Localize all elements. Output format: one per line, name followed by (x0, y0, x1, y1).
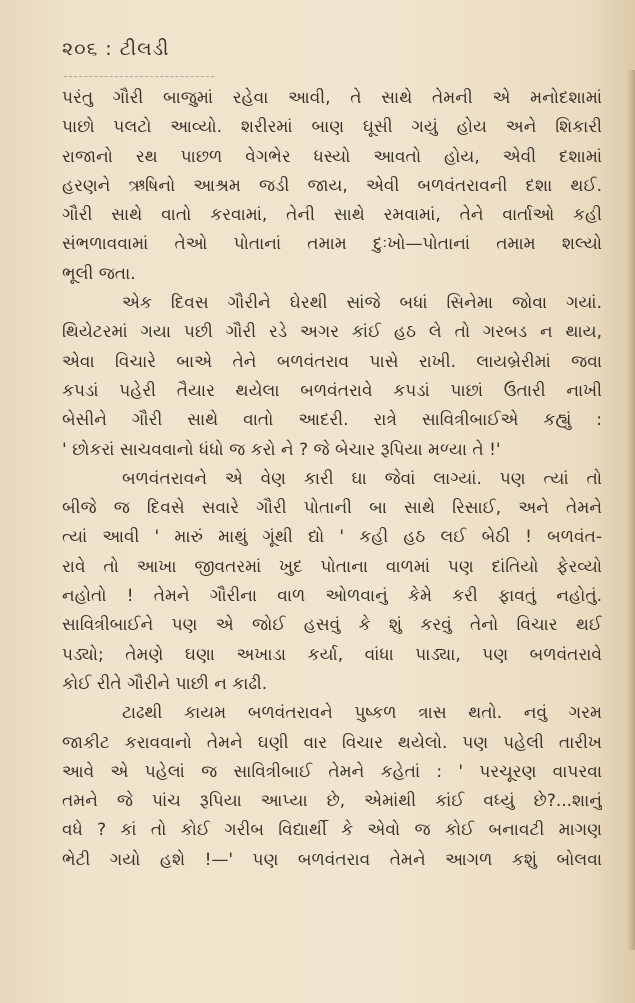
text-line: સંભળાવવામાં તેઓ પોતાનાં તમામ દુઃખો—પોતાનાં તમામ શલ્યો (62, 234, 602, 255)
text-line: ' છોકરાં સાચવવાનો ધંધો જ કરો ને ? જે બેચાર રૂપિયા મળ્યા તે !' (62, 439, 501, 460)
text-line: રાજાનો રથ પાછળ વેગભેર ધસ્યો આવતો હોય, એવી દશામાં (62, 146, 602, 167)
header-underline (64, 70, 214, 77)
text-line: ટાઢથી કાયમ બળવંતરાવને પુષ્કળ ત્રાસ થતો. નવું ગરમ (122, 703, 602, 724)
text-line: રાવે તો આખા જીવતરમાં ખુદ પોતાના વાળમાં પણ દાંતિયો ફેરવ્યો (62, 556, 602, 577)
page-number: ૨૦૬ (62, 38, 99, 60)
text-line: પડ્યો; તેમણે ઘણા અખાડા કર્યા, વાંધા પાડ્યા, પણ બળવંતરાવે (62, 644, 602, 665)
text-line: કોઈ રીતે ગૌરીને પાછી ન કાઢી. (62, 673, 268, 694)
text-line: ગૌરી સાથે વાતો કરવામાં, તેની સાથે રમવામાં, તેને વાર્તાઓ કહી (62, 205, 602, 226)
text-line: પરંતુ ગૌરી બાજુમાં રહેવા આવી, તે સાથે તેમની એ મનોદશામાં (62, 88, 602, 108)
body-text (62, 84, 602, 875)
text-line: વધે ? કાં તો કોઈ ગરીબ વિદ્યાર્થી કે એવો જ કોઈ બનાવટી માગણ (62, 820, 602, 841)
page-edge-shadow (627, 70, 635, 950)
text-line: તમને જે પાંચ રૂપિયા આપ્યા છે, એમાંથી કાંઈ વધ્યું છે?...શાનું (62, 791, 602, 812)
text-line: એક દિવસ ગૌરીને ઘેરથી સાંજે બધાં સિનેમા જોવા ગયાં. (122, 293, 602, 314)
text-line: થિયેટરમાં ગયા પછી ગૌરી રડે અગર કાંઈ હઠ લે તો ગરબડ ન થાય, (62, 322, 602, 343)
text-line: ત્યાં આવી ' મારું માથું ગૂંથી દ્યો ' કહી હઠ લઈ બેઠી ! બળવંત- (62, 527, 602, 548)
text-line: ભૂલી જતા. (62, 263, 136, 284)
book-title: ટીલડી (119, 38, 170, 60)
text-line: બેસીને ગૌરી સાથે વાતો આદરી. રાત્રે સાવિત્રીબાઈએ કહ્યું : (62, 410, 602, 431)
text-line: કપડાં પહેરી તૈયાર થયેલા બળવંતરાવે કપડાં પાછાં ઉતારી નાખી (62, 380, 602, 401)
text-line: બીજે જ દિવસે સવારે ગૌરી પોતાની બા સાથે રિસાઈ, અને તેમને (62, 498, 602, 519)
text-line: પાછો પલટો આવ્યો. શરીરમાં બાણ ઘૂસી ગયું હોય અને શિકારી (62, 117, 602, 138)
text-line: બળવંતરાવને એ વેણ કારી ઘા જેવાં લાગ્યાં. પણ ત્યાં તો (122, 468, 602, 489)
text-line: હરણને ઋષિનો આશ્રમ જડી જાય, એવી બળવંતરાવની દશા થઈ. (62, 175, 602, 196)
text-line: આવે એ પહેલાં જ સાવિત્રીબાઈ તેમને કહેતાં : ' પરચૂરણ વાપરવા (62, 761, 602, 782)
text-line: ભેટી ગયો હશે !—' પણ બળવંતરાવ તેમને આગળ કશું બોલવા (62, 849, 602, 870)
header-separator: : (105, 38, 113, 60)
text-line: એવા વિચારે બાએ તેને બળવંતરાવ પાસે રાખી. લાયબ્રેરીમાં જવા (62, 351, 602, 372)
text-line: નહોતો ! તેમને ગૌરીના વાળ ઓળવાનું કેમે કરી ફાવતું નહોતું. (62, 586, 602, 607)
text-line: સાવિત્રીબાઈને પણ એ જોઈ હસવું કે શું કરવું તેનો વિચાર થઈ (62, 615, 602, 636)
running-header (62, 38, 169, 60)
text-line: જાકીટ કરાવવાનો તેમને ઘણી વાર વિચાર થયેલો. પણ પહેલી તારીખ (62, 732, 602, 753)
